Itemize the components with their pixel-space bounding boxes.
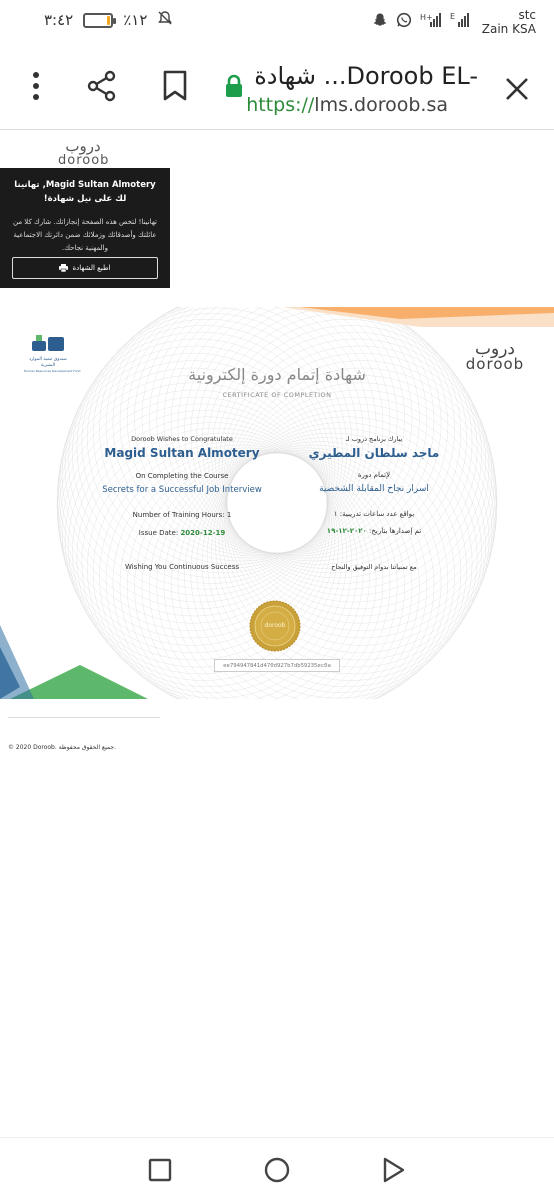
carrier <box>482 8 536 36</box>
ar-completing: لإتمام دورة <box>357 471 391 479</box>
en-recipient-name: Magid Sultan Almotery <box>104 446 260 460</box>
lock-icon <box>224 74 244 102</box>
ar-course-name: اسرار نجاح المقابلة الشخصية <box>319 484 429 494</box>
blue-accent-2 <box>0 625 34 699</box>
battery-percent: ٪١٢ <box>123 11 148 29</box>
site-logo-en: doroob <box>58 153 110 168</box>
en-hours: Number of Training Hours: 1 <box>132 511 232 519</box>
web-content <box>0 131 554 1137</box>
url-host: lms.doroob.sa <box>314 94 448 116</box>
ar-issue-label: تم إصدارها بتاريخ: <box>369 527 422 535</box>
certificate-title-en: CERTIFICATE OF COMPLETION <box>222 391 332 399</box>
cert-logo-en: doroob <box>465 355 525 373</box>
printer-icon <box>59 264 68 272</box>
certificate-title-ar: شهادة إتمام دورة إلكترونية <box>188 365 366 384</box>
status-left <box>44 10 173 30</box>
congrats-popup <box>0 168 170 288</box>
en-completing: On Completing the Course <box>135 472 229 480</box>
browser-toolbar <box>0 44 554 130</box>
ar-wishing: مع تمنياتنا بدوام التوفيق والنجاح <box>331 563 417 571</box>
copyright-ar: جميع الحقوق محفوظة. <box>58 744 116 751</box>
certificate-doroob-logo <box>462 341 528 371</box>
recents-icon[interactable] <box>148 1158 172 1186</box>
site-logo-ar: دروب <box>65 137 101 155</box>
en-issue-label: Issue Date: <box>138 529 179 537</box>
certificate-hash-box <box>214 659 340 672</box>
hplus-signal-icon <box>420 12 442 32</box>
url-scheme: https:// <box>246 94 315 116</box>
fund-logo-mark <box>28 333 68 353</box>
bookmark-icon[interactable] <box>162 70 188 106</box>
footer-divider <box>8 717 160 718</box>
back-icon[interactable] <box>382 1157 406 1187</box>
ar-issue <box>286 527 462 535</box>
certificate-hash: ee794947841d470d927b7db59235ec0a <box>223 662 331 669</box>
popup-text: تهانينا! لتخص هذه الصفحة إنجازاتك. شارك كلا من عائلتك وأصدقائك وزملائك ضمن دائرتك الاجتماعية والمهنية نجاحك. <box>12 218 157 252</box>
battery-fill <box>107 16 110 25</box>
copyright-en: © 2020 Doroob. <box>8 744 57 751</box>
carrier-name: stc <box>518 8 536 22</box>
print-certificate-button[interactable] <box>12 257 158 279</box>
site-logo[interactable] <box>58 139 108 167</box>
close-icon[interactable] <box>504 76 530 106</box>
mute-icon <box>157 10 173 30</box>
svg-text:H+: H+ <box>419 13 433 22</box>
system-nav-bar <box>0 1137 554 1200</box>
fund-logo-ar: صندوق تنمية الموارد البشرية <box>28 357 68 368</box>
status-bar <box>0 0 554 44</box>
en-issue <box>82 529 282 537</box>
whatsapp-icon <box>396 12 412 32</box>
fund-logo-en: Human Resources Development Fund <box>24 369 81 373</box>
en-wishing: Wishing You Continuous Success <box>124 563 240 571</box>
popup-title: Magid Sultan Almotery, تهانينا لك على نيل شهادة! <box>14 180 156 204</box>
snapchat-icon <box>372 12 388 32</box>
url-display[interactable] <box>246 94 448 116</box>
seal-text: doroob <box>264 622 286 629</box>
gold-seal <box>249 600 301 652</box>
share-icon[interactable] <box>86 70 118 106</box>
page-title: شهادة ...Doroob EL- <box>254 62 478 90</box>
print-button-label: اطبع الشهادة <box>72 264 111 272</box>
ar-congratulate: يبارك برنامج دروب لـ <box>345 435 403 443</box>
clock: ٣:٤٢ <box>44 11 74 29</box>
en-congratulate: Doroob Wishes to Congratulate <box>131 435 233 443</box>
network-label: E <box>449 12 455 21</box>
ar-recipient-name: ماجد سلطان المطيري <box>308 446 440 460</box>
en-course-name: Secrets for a Successful Job Interview <box>102 485 262 495</box>
cert-logo-ar: دروب <box>475 339 515 359</box>
status-right <box>372 8 536 36</box>
e-signal-icon <box>450 12 474 32</box>
battery-icon <box>83 13 113 28</box>
certificate <box>0 307 554 699</box>
copyright <box>8 744 116 751</box>
home-icon[interactable] <box>264 1157 290 1187</box>
ar-hours: بواقع عدد ساعات تدريبية: ١ <box>333 510 415 518</box>
fund-logo <box>24 333 81 373</box>
more-options-icon[interactable] <box>26 70 46 106</box>
en-issue-date: 2020-12-19 <box>180 529 226 537</box>
carrier-name-2: Zain KSA <box>481 22 536 36</box>
ar-issue-date: ٢٠٢٠-١٢-١٩ <box>326 527 367 535</box>
